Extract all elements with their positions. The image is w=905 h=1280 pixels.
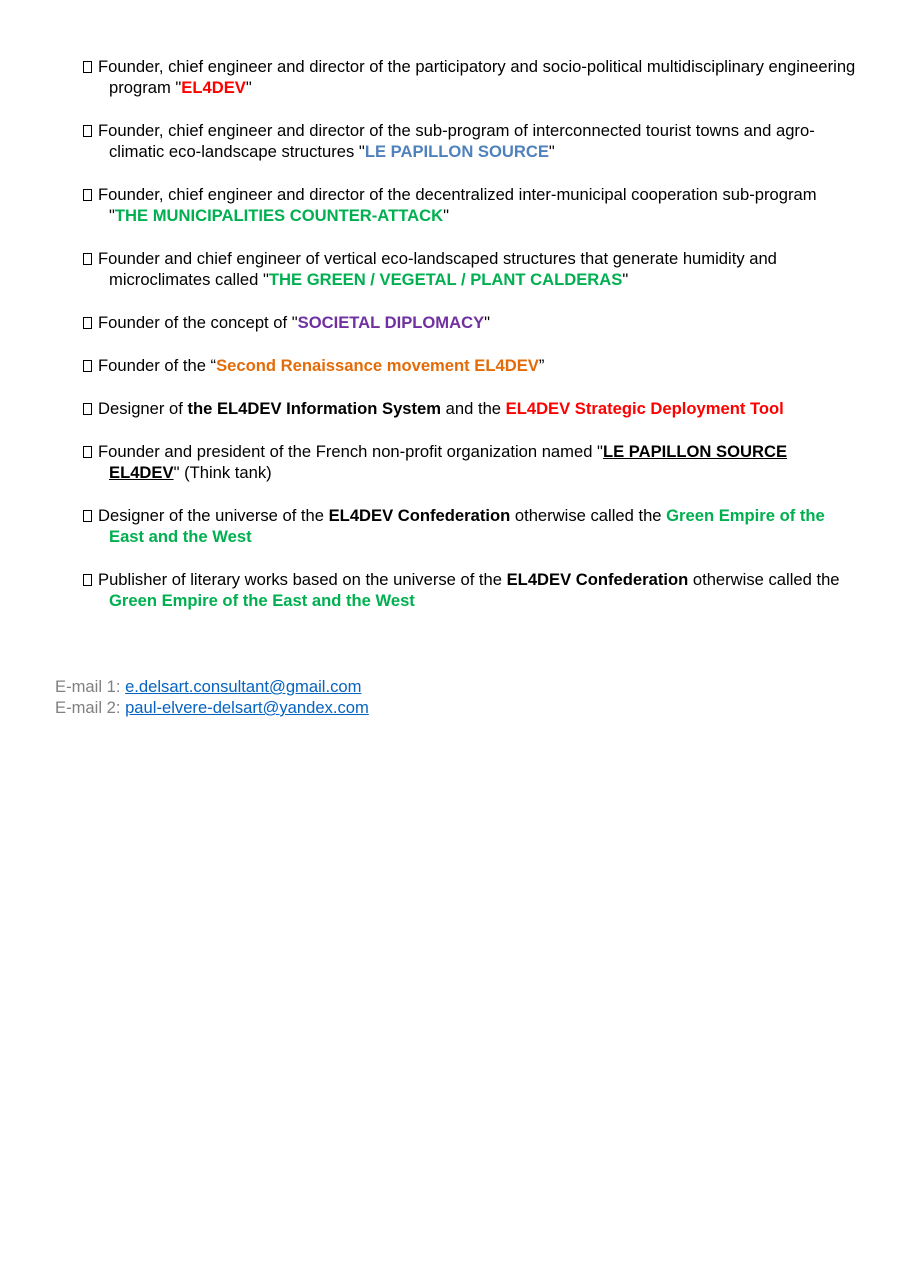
highlight-text: THE MUNICIPALITIES COUNTER-ATTACK	[114, 206, 444, 225]
highlight-text: EL4DEV Strategic Deployment Tool	[505, 399, 784, 418]
item-text: Founder and president of the French non-profit organization named "	[98, 442, 603, 461]
checkbox-icon	[83, 253, 92, 265]
checkbox-icon	[83, 189, 92, 201]
highlight-text: THE GREEN / VEGETAL / PLANT CALDERAS	[268, 270, 623, 289]
item-text: Founder, chief engineer and director of the sub-program of interconnected tourist towns and agro-climatic eco-landscape structures "	[98, 121, 815, 161]
highlight-text: Second Renaissance movement EL4DEV	[216, 356, 539, 375]
highlight-text: Green Empire of the East and the West	[109, 506, 825, 546]
item-text: otherwise called the	[688, 570, 840, 589]
item-text: "	[622, 270, 629, 289]
item-text: ”	[538, 356, 545, 375]
list-item	[83, 312, 858, 333]
item-text: Designer of	[98, 399, 188, 418]
contact-line	[55, 697, 369, 718]
contact-block	[55, 676, 369, 718]
contact-line	[55, 676, 369, 697]
item-text: "	[443, 206, 449, 225]
checkbox-icon	[83, 61, 92, 73]
email-link[interactable]: e.delsart.consultant@gmail.com	[125, 677, 362, 696]
item-text: "	[548, 142, 555, 161]
list-item	[83, 120, 858, 162]
list-item	[83, 505, 858, 547]
checkbox-icon	[83, 317, 92, 329]
highlight-text: EL4DEV	[181, 78, 246, 97]
item-text: Founder, chief engineer and director of the decentralized inter-municipal cooperation sub-program "	[98, 185, 817, 225]
list-item	[83, 56, 858, 98]
item-text: Designer of the universe of the	[98, 506, 329, 525]
checkbox-icon	[83, 360, 92, 372]
checkbox-icon	[83, 403, 92, 415]
item-text: " (Think tank)	[173, 463, 272, 482]
bold-text: the EL4DEV Information System	[187, 399, 442, 418]
list-item	[83, 441, 858, 483]
item-text: Founder of the “	[98, 356, 217, 375]
highlight-text: LE PAPILLON SOURCE	[364, 142, 549, 161]
email-label: E-mail 2:	[55, 698, 126, 717]
list-item	[83, 184, 858, 226]
email-link[interactable]: paul-elvere-delsart@yandex.com	[125, 698, 369, 717]
item-text: Founder, chief engineer and director of the participatory and socio-political multidisciplinary engineering program "	[98, 57, 856, 97]
highlight-text: Green Empire of the East and the West	[109, 591, 415, 610]
item-text: otherwise called the	[510, 506, 667, 525]
highlight-text: SOCIETAL DIPLOMACY	[297, 313, 485, 332]
list-item	[83, 398, 858, 419]
bold-text: EL4DEV Confederation	[328, 506, 511, 525]
email-label: E-mail 1:	[55, 677, 126, 696]
item-text: Publisher of literary works based on the universe of the	[98, 570, 507, 589]
checkbox-icon	[83, 574, 92, 586]
list-item	[83, 569, 858, 611]
list-item	[83, 355, 858, 376]
bold-text: EL4DEV Confederation	[506, 570, 689, 589]
item-text: "	[245, 78, 252, 97]
item-text: Founder of the concept of "	[98, 313, 298, 332]
item-text: and the	[441, 399, 506, 418]
credentials-list	[83, 56, 858, 633]
checkbox-icon	[83, 510, 92, 522]
highlight-text: LE PAPILLON SOURCE EL4DEV	[109, 442, 788, 482]
list-item	[83, 248, 858, 290]
item-text: "	[484, 313, 491, 332]
checkbox-icon	[83, 446, 92, 458]
item-text: Founder and chief engineer of vertical eco-landscaped structures that generate humidity and microclimates called "	[98, 249, 777, 289]
checkbox-icon	[83, 125, 92, 137]
